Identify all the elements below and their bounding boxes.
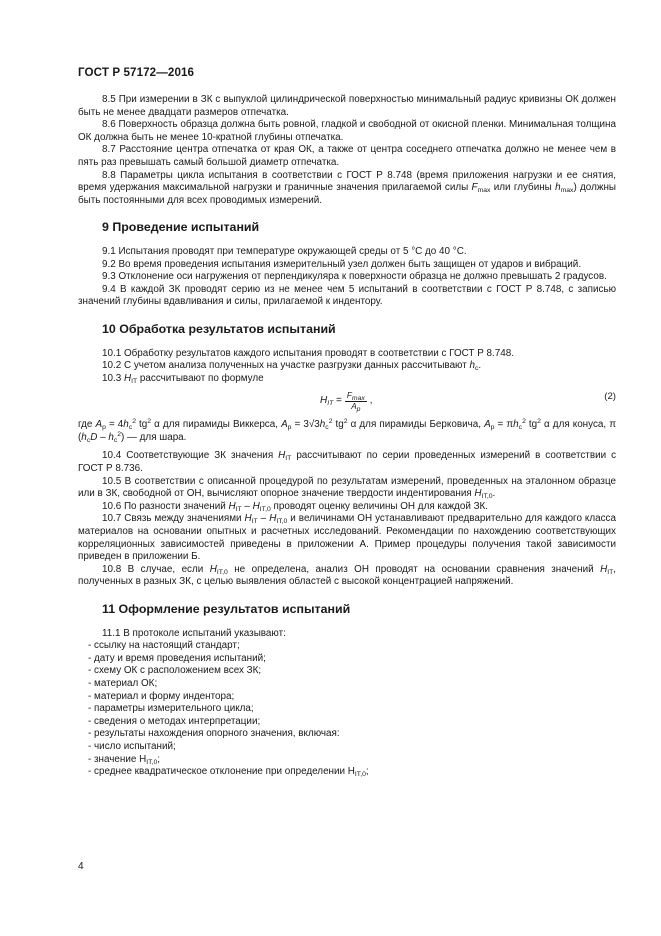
list-item: - материал и форму индентора; [88, 690, 235, 702]
list-item: - среднее квадратическое отклонение при определении $H_{IT,0}$; [88, 766, 369, 779]
formula-where-clause: где $A_p = 4h_c^2$ $tg^2$ α для пирамиды Виккерса, $A_p = 3√3h_c^2$ $tg^2$ α для пирамиды Берковича, $A_p = \pi h_c^2$ $tg^2$ α для конуса, π $(h_cD - h_c^2)$ — для шара. [78, 418, 617, 444]
section-10-heading: 10 Обработка результатов испытаний [102, 321, 336, 336]
paragraph-8-6: 8.6 Поверхность образца должна быть ровной, гладкой и свободной от окисной пленки. Минимальная толщина ОК должна быть не менее 10-кратной глубины отпечатка. [78, 119, 616, 143]
paragraph-9-4: 9.4 В каждой ЗК проводят серию из не менее чем 5 испытаний в соответствии с ГОСТ Р 8.748, с записью значений глубины вдавливания и силы, прилагаемой к индентору. [78, 283, 616, 308]
paragraph-10-4: 10.4 Соответствующие ЗК значения $H_{IT}$ рассчитывают по серии проведенных измерений в соответствии с ГОСТ Р 8.736. [78, 450, 617, 475]
list-item: - дату и время проведения испытаний; [88, 652, 266, 664]
list-item: - результаты нахождения опорного значения, включая: [88, 728, 340, 740]
protocol-items-list [78, 640, 616, 779]
document-body [78, 94, 616, 779]
list-item: - число испытаний; [88, 740, 176, 752]
section-11-heading: 11 Оформление результатов испытаний [102, 602, 351, 616]
paragraph-10-6: 10.6 По разности значений $H_{IT} - H_{IT,0}$ проводят оценку величины ОН для каждой ЗК. [102, 500, 489, 513]
paragraph-10-3: 10.3 $H_{IT}$ рассчитывают по формуле [102, 372, 264, 385]
list-item: - ссылку на настоящий стандарт; [88, 640, 240, 652]
section-9-heading: 9 Проведение испытаний [102, 220, 260, 235]
paragraph-10-5: 10.5 В соответствии с описанной процедурой по результатам измерений, проведенных на эталонном образце или в ЗК, свободной от ОН, вычисляют опорное значение твердости индентирования $H_{IT,0}$. [78, 475, 616, 501]
paragraph-9-3: 9.3 Отклонение оси нагружения от перпендикуляра к поверхности образца не должно превышать 2 градусов. [102, 271, 607, 283]
formula-number: (2) [604, 391, 616, 403]
formula-fraction: $\frac{F_{max}}{A_p}$ [346, 391, 365, 414]
paragraph-10-7: 10.7 Связь между значениями $H_{IT} - H_{IT,0}$ и величинами ОН устанавливают предварительно для каждого класса материалов на основании опытных и расчетных исследований. Рекомендации по нахождению соответствующих корреляционных зависимостей приведены в приложении А. Пример процедуры получения такой зависимости приведен в приложении Б. [78, 513, 616, 563]
list-item: - материал ОК; [88, 677, 158, 689]
paragraph-10-2: 10.2 С учетом анализа полученных на участке разгрузки данных рассчитывают $h_c$. [102, 360, 482, 373]
formula-expression: $H_{IT}$ = $\frac{F_{max}}{A_p}$ , [320, 391, 373, 414]
paragraph-10-1: 10.1 Обработку результатов каждого испытания проводят в соответствии с ГОСТ Р 8.748. [102, 347, 514, 359]
page-number: 4 [78, 861, 84, 872]
formula-2 [78, 387, 616, 417]
paragraph-8-5: 8.5 При измерении в ЗК с выпуклой цилиндрической поверхностью минимальный радиус кривизны ОК должен быть не менее двадцати размеров отпечатка. [78, 94, 616, 118]
paragraph-11-1: 11.1 В протоколе испытаний указывают: [102, 627, 286, 639]
paragraph-10-8: 10.8 В случае, если $H_{IT,0}$ не определена, анализ ОН проводят на основании сравнения значений $H_{IT}$, полученных в разных ЗК, с целью выявления областей с высокой концентрацией напряжений. [78, 563, 617, 588]
list-item: - параметры измерительного цикла; [88, 703, 254, 715]
paragraph-8-7: 8.7 Расстояние центра отпечатка от края ОК, а также от центра соседнего отпечатка должно не менее чем в пять раз превышать самый большой диаметр отпечатка. [78, 144, 616, 168]
list-item: - сведения о методах интерпретации; [88, 715, 261, 727]
document-code-header: ГОСТ Р 57172—2016 [78, 66, 195, 79]
paragraph-9-2: 9.2 Во время проведения испытания измерительный узел должен быть защищен от ударов и вибраций. [102, 258, 582, 270]
paragraph-8-8: 8.8 Параметры цикла испытания в соответствии с ГОСТ Р 8.748 (время приложения нагрузки и ее снятия, время удержания максимальной нагрузки и граничные значения прилагаемой силы $F_{max}$ или глубины $h_{max}$) должны быть постоянными для всех проводимых измерений. [78, 169, 616, 206]
paragraph-9-1: 9.1 Испытания проводят при температуре окружающей среды от 5 °С до 40 °С. [102, 245, 467, 257]
list-item: - схему ОК с расположением всех ЗК; [88, 665, 262, 677]
list-item: - значение $H_{IT,0}$; [88, 753, 160, 766]
